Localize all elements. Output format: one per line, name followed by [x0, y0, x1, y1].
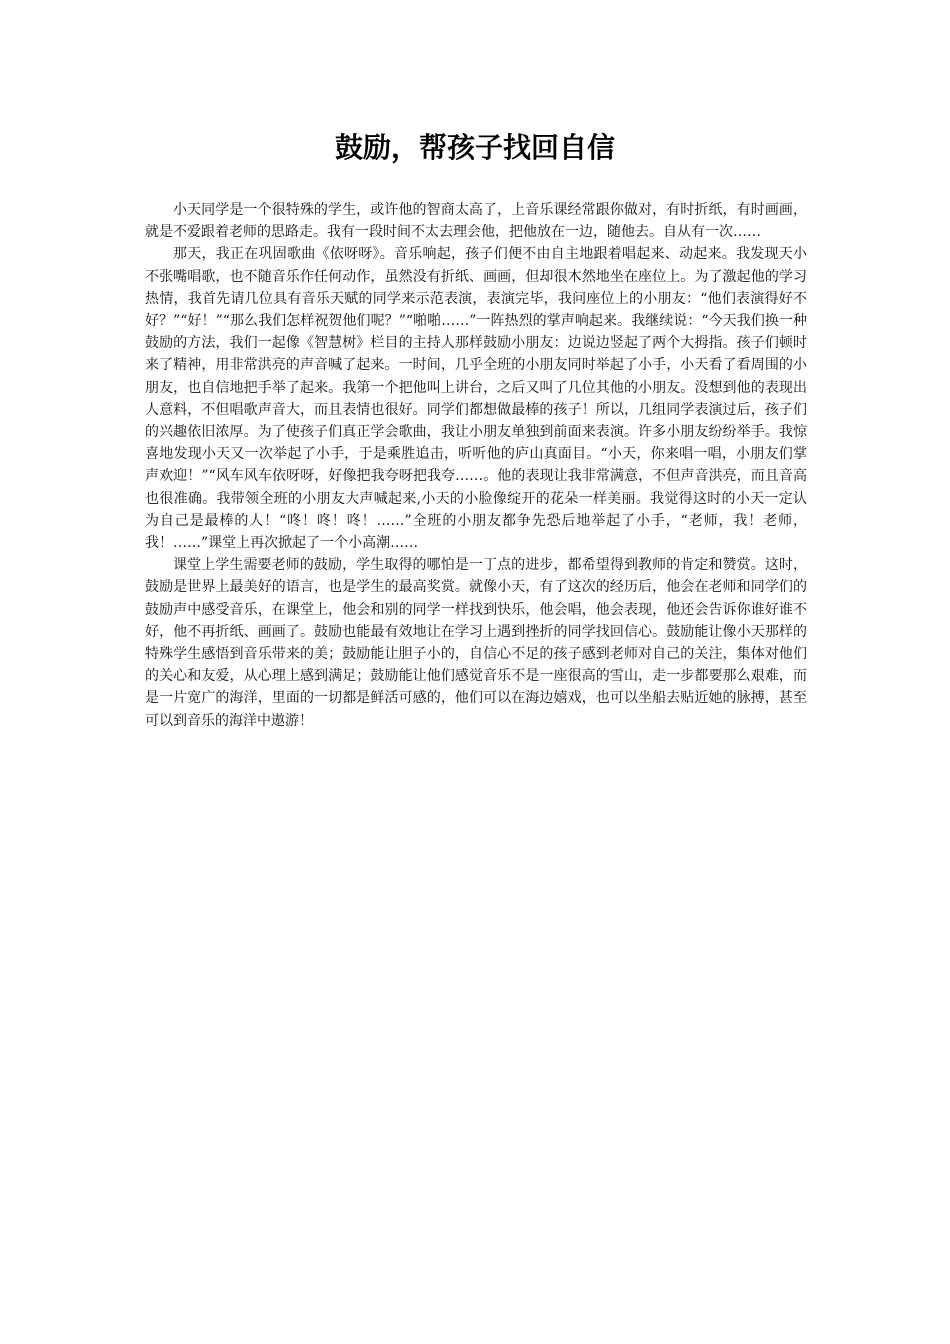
paragraph-story: 那天，我正在巩固歌曲《依呀呀》。音乐响起，孩子们便不由自主地跟着唱起来、动起来。我发现天小不张嘴唱歌，也不随音乐作任何动作，虽然没有折纸、画画，但却很木然地坐在座位上。为了激起他的学习热情，我首先请几位具有音乐天赋的同学来示范表演，表演完毕，我问座位上的小朋友：“他们表演得好不好？”“好！”“那么我们怎样祝贺他们呢？”“啪啪……”一阵热烈的掌声响起来。我继续说：“今天我们换一种鼓励的方法，我们一起像《智慧树》栏目的主持人那样鼓励小朋友：边说边竖起了两个大拇指。孩子们顿时来了精神，用非常洪亮的声音喊了起来。一时间，几乎全班的小朋友同时举起了小手，小天看了看周围的小朋友，也自信地把手举了起来。我第一个把他叫上讲台，之后又叫了几位其他的小朋友。没想到他的表现出人意料，不但唱歌声音大，而且表情也很好。同学们都想做最棒的孩子！所以，几组同学表演过后，孩子们的兴趣依旧浓厚。为了使孩子们真正学会歌曲，我让小朋友单独到前面来表演。许多小朋友纷纷举手。我惊喜地发现小天又一次举起了小手，于是乘胜追击，听听他的庐山真面目。“小天，你来唱一唱，小朋友们掌声欢迎！”“风车风车依呀呀，好像把我夸呀把我夸……。他的表现让我非常满意，不但声音洪亮，而且音高也很准确。我带领全班的小朋友大声喊起来,小天的小脸像绽开的花朵一样美丽。我觉得这时的小天一定认为自己是最棒的人！“咚！咚！咚！……”全班的小朋友都争先恐后地举起了小手，“老师，我！老师，我！……”课堂上再次掀起了一个小高潮……: [145, 246, 807, 552]
paragraph-reflection: 课堂上学生需要老师的鼓励，学生取得的哪怕是一丁点的进步，都希望得到教师的肯定和赞赏。这时，鼓励是世界上最美好的语言，也是学生的最高奖赏。就像小天，有了这次的经历后，他会在老师和同学们的鼓励声中感受音乐，在课堂上，他会和别的同学一样找到快乐，他会唱，他会表现，他还会告诉你谁好谁不好，他不再折纸、画画了。鼓励也能最有效地让在学习上遇到挫折的同学找回信心。鼓励能让像小天那样的特殊学生感悟到音乐带来的美；鼓励能让胆子小的，自信心不足的孩子感到老师对自己的关注，集体对他们的关心和友爱，从心理上感到满足；鼓励能让他们感觉音乐不是一座很高的雪山，走一步都要那么艰难，而是一片宽广的海洋，里面的一切都是鲜活可感的，他们可以在海边嬉戏，也可以坐船去贴近她的脉搏，甚至可以到音乐的海洋中遨游！: [145, 557, 807, 729]
document-title: 鼓励，帮孩子找回自信: [334, 131, 615, 164]
paragraph-intro: 小天同学是一个很特殊的学生，或许他的智商太高了，上音乐课经常跟你做对，有时折纸，有时画画，就是不爱跟着老师的思路走。我有一段时间不太去理会他，把他放在一边，随他去。自从有一次……: [145, 202, 807, 241]
document-body: [145, 199, 807, 732]
